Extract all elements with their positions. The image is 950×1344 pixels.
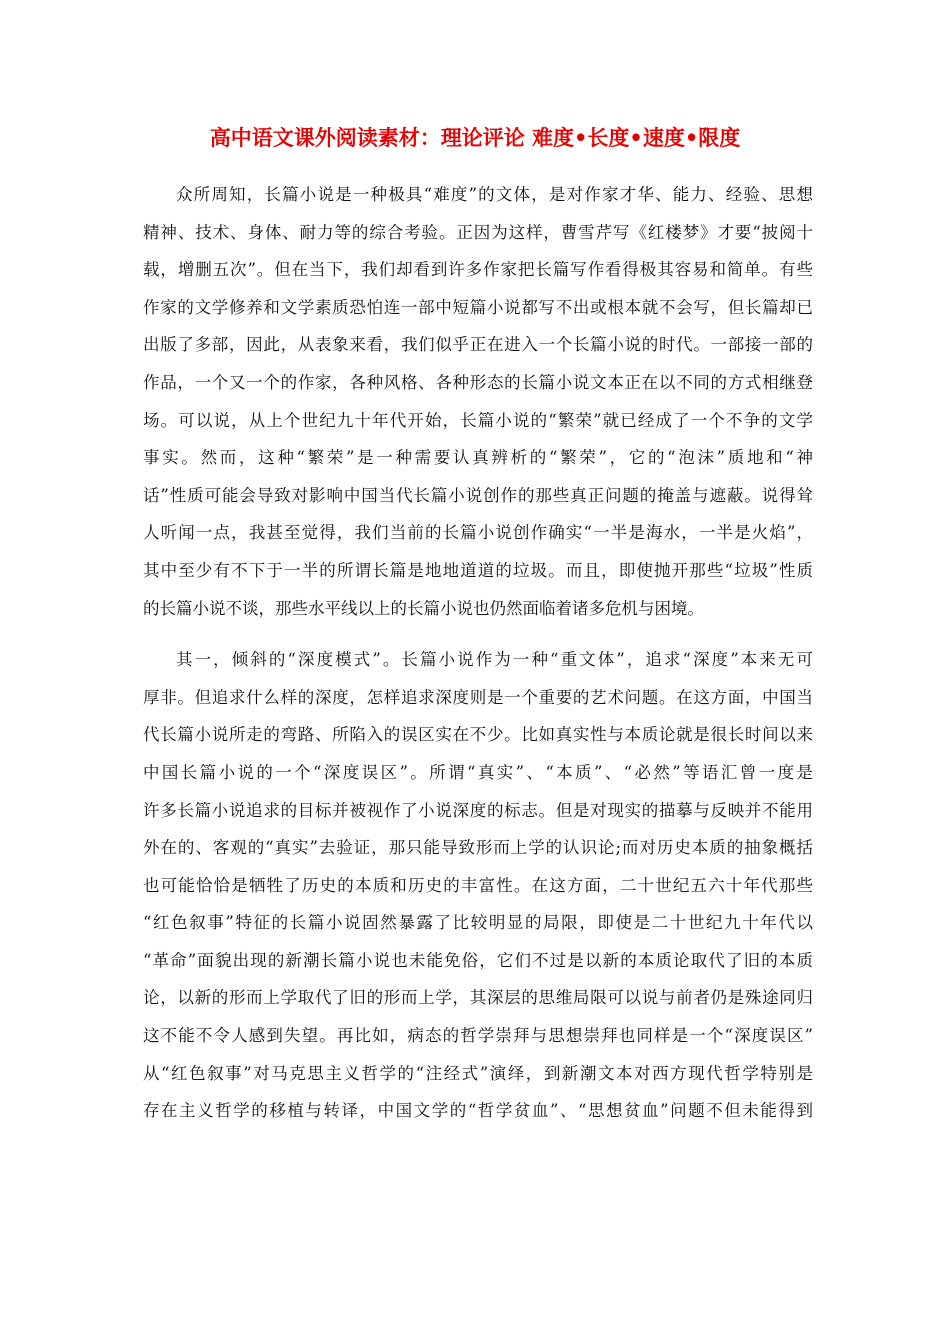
text-line: 载，增删五次”。但在当下，我们却看到许多作家把长篇写作看得极其容易和简单。有些 <box>143 260 813 280</box>
document-body <box>143 176 813 1130</box>
text-line: 代长篇小说所走的弯路、所陷入的误区实在不少。比如真实性与本质论就是很长时间以来 <box>143 725 813 745</box>
text-line: 中国长篇小说的一个“深度误区”。所谓“真实”、“本质”、“必然”等语汇曾一度是 <box>143 762 813 782</box>
text-line: 论，以新的形而上学取代了旧的形而上学，其深层的思维局限可以说与前者仍是殊途同归 <box>143 988 813 1008</box>
text-line: 从“红色叙事”对马克思主义哲学的“注经式”演绎，到新潮文本对西方现代哲学特别是 <box>143 1063 813 1083</box>
text-line: 话”性质可能会导致对影响中国当代长篇小说创作的那些真正问题的掩盖与遮蔽。说得耸 <box>143 485 813 505</box>
text-line: 存在主义哲学的移植与转译，中国文学的“哲学贫血”、“思想贫血”问题不但未能得到 <box>143 1101 813 1121</box>
text-line: 人听闻一点，我甚至觉得，我们当前的长篇小说创作确实“一半是海水，一半是火焰”， <box>143 523 813 543</box>
text-line: 其一，倾斜的“深度模式”。长篇小说作为一种“重文体”，追求“深度”本来无可 <box>176 650 813 670</box>
text-line: 这不能不令人感到失望。再比如，病态的哲学崇拜与思想崇拜也同样是一个“深度误区” <box>143 1026 813 1046</box>
text-line: “红色叙事”特征的长篇小说固然暴露了比较明显的局限，即使是二十世纪九十年代以 <box>143 913 813 933</box>
text-line: 场。可以说，从上个世纪九十年代开始，长篇小说的“繁荣”就已经成了一个不争的文学 <box>143 410 813 430</box>
document-title: 高中语文课外阅读素材：理论评论 难度•长度•速度•限度 <box>209 125 741 150</box>
paragraph <box>143 641 813 1130</box>
text-line: 精神、技术、身体、耐力等的综合考验。正因为这样，曹雪芹写《红楼梦》才要“披阅十 <box>143 222 813 242</box>
text-line: 厚非。但追求什么样的深度，怎样追求深度则是一个重要的艺术问题。在这方面，中国当 <box>143 687 813 707</box>
text-line: 作品，一个又一个的作家，各种风格、各种形态的长篇小说文本正在以不同的方式相继登 <box>143 372 813 392</box>
text-line: 也可能恰恰是牺牲了历史的本质和历史的丰富性。在这方面，二十世纪五六十年代那些 <box>143 875 813 895</box>
text-line: 众所周知，长篇小说是一种极具“难度”的文体，是对作家才华、能力、经验、思想 <box>176 185 813 204</box>
text-line: 的长篇小说不谈，那些水平线以上的长篇小说也仍然面临着诸多危机与困境。 <box>143 598 704 618</box>
text-line: 外在的、客观的“真实”去验证，那只能导致形而上学的认识论;而对历史本质的抽象概括 <box>143 838 813 858</box>
text-line: “革命”面貌出现的新潮长篇小说也未能免俗，它们不过是以新的本质论取代了旧的本质 <box>143 950 813 970</box>
text-line: 出版了多部，因此，从表象来看，我们似乎正在进入一个长篇小说的时代。一部接一部的 <box>143 335 813 355</box>
text-line: 作家的文学修养和文学素质恐怕连一部中短篇小说都写不出或根本就不会写，但长篇却已 <box>143 297 813 317</box>
text-line: 许多长篇小说追求的目标并被视作了小说深度的标志。但是对现实的描摹与反映并不能用 <box>143 800 813 820</box>
paragraph <box>143 176 813 627</box>
text-line: 其中至少有不下于一半的所谓长篇是地地道道的垃圾。而且，即使抛开那些“垃圾”性质 <box>143 560 813 580</box>
paragraph-gap <box>143 627 813 641</box>
text-line: 事实。然而，这种“繁荣”是一种需要认真辨析的“繁荣”，它的“泡沫”质地和“神 <box>143 448 813 468</box>
